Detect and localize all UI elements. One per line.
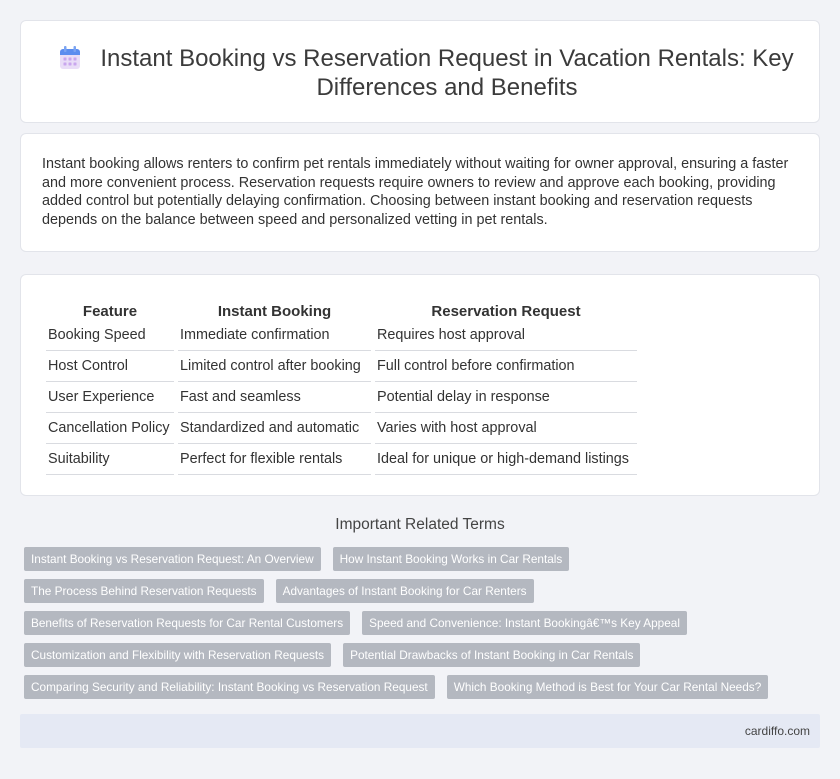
table-cell: Host Control	[46, 351, 174, 382]
table-row	[46, 351, 637, 382]
table-row	[46, 444, 637, 475]
related-term-link[interactable]: Customization and Flexibility with Reservation Requests	[24, 643, 331, 667]
table-cell: Suitability	[46, 444, 174, 475]
table-row	[46, 413, 637, 444]
page-title: Instant Booking vs Reservation Request in Vacation Rentals: Key Differences and Benefits	[100, 45, 794, 101]
calendar-icon	[59, 46, 81, 70]
title-card	[20, 20, 820, 123]
related-terms-title: Important Related Terms	[335, 516, 505, 533]
footer-bar	[20, 714, 820, 748]
table-cell: Standardized and automatic	[178, 413, 371, 444]
related-term-link[interactable]: Comparing Security and Reliability: Instant Booking vs Reservation Request	[24, 675, 435, 699]
related-term-link[interactable]: Instant Booking vs Reservation Request: An Overview	[24, 547, 321, 571]
related-term-link[interactable]: The Process Behind Reservation Requests	[24, 579, 264, 603]
table-cell: Immediate confirmation	[178, 320, 371, 351]
intro-card	[20, 133, 820, 252]
table-row	[46, 320, 637, 351]
related-term-link[interactable]: How Instant Booking Works in Car Rentals	[333, 547, 570, 571]
table-cell: Varies with host approval	[375, 413, 637, 444]
table-cell: Ideal for unique or high-demand listings	[375, 444, 637, 475]
table-cell: Cancellation Policy	[46, 413, 174, 444]
header-reservation-request: Reservation Request	[431, 303, 581, 320]
table-cell: Full control before confirmation	[375, 351, 637, 382]
table-cell: Potential delay in response	[375, 382, 637, 413]
table-cell: User Experience	[46, 382, 174, 413]
table-cell: Perfect for flexible rentals	[178, 444, 371, 475]
related-term-link[interactable]: Potential Drawbacks of Instant Booking in Car Rentals	[343, 643, 640, 667]
table-cell: Limited control after booking	[178, 351, 371, 382]
table-cell: Requires host approval	[375, 320, 637, 351]
table-header-row	[46, 296, 637, 320]
related-term-link[interactable]: Speed and Convenience: Instant Bookingâ€™s Key Appeal	[362, 611, 687, 635]
footer-site-link[interactable]: cardiffo.com	[744, 724, 810, 738]
table-row	[46, 382, 637, 413]
related-term-link[interactable]: Which Booking Method is Best for Your Car Rental Needs?	[447, 675, 769, 699]
table-cell: Booking Speed	[46, 320, 174, 351]
header-instant-booking: Instant Booking	[217, 303, 332, 320]
comparison-table	[42, 296, 641, 475]
comparison-card	[20, 274, 820, 496]
intro-text: Instant booking allows renters to confirm pet rentals immediately without waiting for owner approval, ensuring a faster and more convenient process. Reservation requests require owners to review and approve each booking, providing added control but potentially delaying confirmation. Choosing between instant booking and reservation requests depends on the balance between speed and personalized vetting in pet rentals.	[42, 156, 789, 228]
related-terms-list	[20, 547, 820, 699]
header-feature: Feature	[82, 303, 138, 320]
related-term-link[interactable]: Benefits of Reservation Requests for Car Rental Customers	[24, 611, 350, 635]
table-cell: Fast and seamless	[178, 382, 371, 413]
related-term-link[interactable]: Advantages of Instant Booking for Car Renters	[276, 579, 534, 603]
